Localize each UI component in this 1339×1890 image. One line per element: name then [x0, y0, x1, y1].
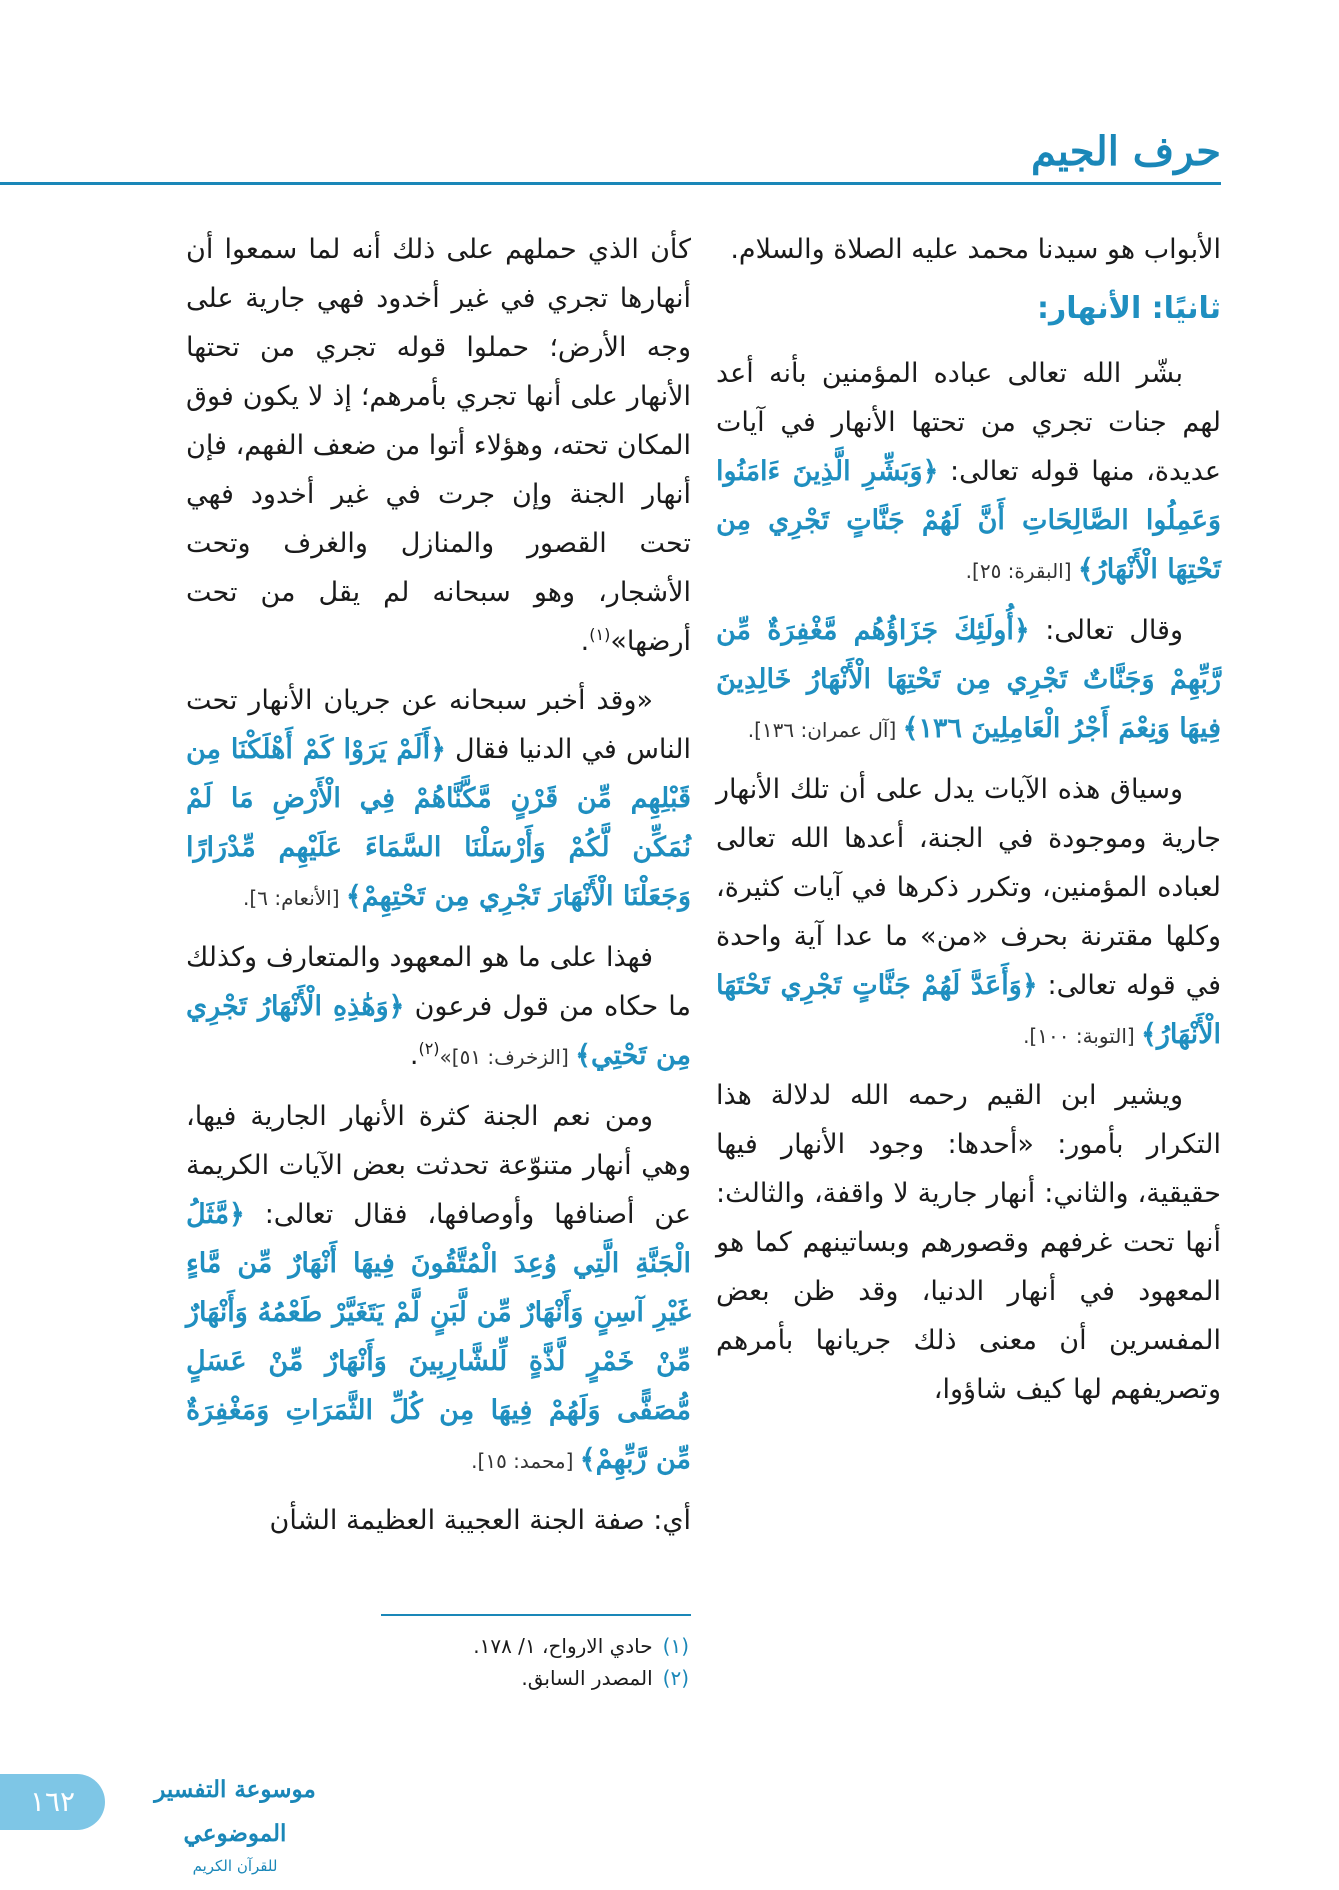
paragraph [716, 606, 1221, 755]
left-column [186, 225, 691, 1555]
paragraph-text: ومن نعم الجنة كثرة الأنهار الجارية فيها، وهي أنهار متنوّعة تحدثت بعض الآيات الكريمة عن أصنافها وأوصافها، فقال تعالى: [186, 1101, 691, 1230]
paragraph: الأبواب هو سيدنا محمد عليه الصلاة والسلام. [730, 234, 1221, 265]
page-number-badge: ١٦٢ [0, 1774, 105, 1830]
series-title: موسوعة التفسير الموضوعي [154, 1776, 316, 1847]
footnote-text: المصدر السابق. [521, 1666, 653, 1690]
paragraph: ويشير ابن القيم رحمه الله لدلالة هذا التكرار بأمور: «أحدها: وجود الأنهار فيها حقيقية، والثاني: أنهار جارية لا واقفة، والثالث: أنها تحت غرفهم وقصورهم وبساتينهم كما هو المعهود في أنهار الدنيا، وقد ظن بعض المفسرين أن معنى ذلك جريانها بأمرهم وتصريفهم لها كيف شاؤوا، [716, 1080, 1221, 1405]
footnote-text: حادي الارواح، ١/ ١٧٨. [473, 1634, 653, 1658]
footnote [184, 1630, 689, 1662]
verse-citation: [التوبة: ١٠٠]. [1023, 1024, 1142, 1048]
footnote-ref: (٢) [418, 1039, 440, 1058]
footnote-rule [381, 1614, 691, 1616]
paragraph-text: «وقد أخبر سبحانه عن جريان الأنهار تحت الناس في الدنيا فقال [186, 685, 691, 765]
section-subheading: ثانيًا: الأنهار: [1037, 291, 1221, 326]
verse-citation: [الأنعام: ٦]. [243, 886, 346, 910]
paragraph [186, 676, 691, 923]
series-subtitle: للقرآن الكريم [192, 1857, 278, 1875]
paragraph-text: فهذا على ما هو المعهود والمتعارف وكذلك ما حكاه من قول فرعون [186, 942, 691, 1022]
verse-citation: [آل عمران: ١٣٦]. [747, 718, 903, 742]
quran-verse: ﴿وَهَٰذِهِ الْأَنْهَارُ تَجْرِي مِن تَحْتِي﴾ [186, 991, 691, 1071]
right-column [716, 225, 1221, 1424]
quran-verse: ﴿وَأَعَدَّ لَهُمْ جَنَّاتٍ تَجْرِي تَحْتَهَا الْأَنْهَارُ﴾ [716, 970, 1221, 1050]
paragraph-text: وقال تعالى: [1029, 615, 1183, 646]
paragraph [186, 225, 691, 666]
verse-citation: [محمد: ١٥]. [471, 1449, 580, 1473]
footnote-number: (٢) [662, 1666, 689, 1690]
paragraph [716, 765, 1221, 1061]
paragraph: أي: صفة الجنة العجيبة العظيمة الشأن [269, 1505, 691, 1536]
paragraph-end: . [580, 626, 590, 657]
quran-verse: ﴿أُولَئِكَ جَزَاؤُهُم مَّغْفِرَةٌ مِّن رَّبِّهِمْ وَجَنَّاتٌ تَجْرِي مِن تَحْتِهَا الْأَنْهَارُ خَالِدِينَ فِيهَا وَنِعْمَ أَجْرُ الْعَامِلِينَ ١٣٦﴾ [716, 615, 1221, 744]
paragraph-text: كأن الذي حملهم على ذلك أنه لما سمعوا أن أنهارها تجري في غير أخدود فهي جارية على وجه الأرض؛ حملوا قوله تجري من تحتها الأنهار على أنها تجري بأمرهم؛ إذ لا يكون فوق المكان تحته، وهؤلاء أتوا من ضعف الفهم، فإن أنهار الجنة وإن جرت في غير أخدود فهي تحت القصور والمنازل والغرف وتحت الأشجار، وهو سبحانه لم يقل من تحت أرضها» [186, 234, 691, 657]
paragraph [716, 349, 1221, 596]
paragraph [186, 933, 691, 1082]
series-logo [120, 1768, 350, 1875]
page-header-title: حرف الجيم [1031, 128, 1221, 175]
footnotes [184, 1630, 689, 1694]
footnote-number: (١) [662, 1634, 689, 1658]
footnote-ref: (١) [589, 625, 611, 644]
header-rule [0, 182, 1221, 185]
quran-verse: ﴿أَلَمْ يَرَوْا كَمْ أَهْلَكْنَا مِن قَبْلِهِم مِّن قَرْنٍ مَّكَّنَّاهُمْ فِي الْأَرْضِ مَا لَمْ نُمَكِّن لَّكُمْ وَأَرْسَلْنَا السَّمَاءَ عَلَيْهِم مِّدْرَارًا وَجَعَلْنَا الْأَنْهَارَ تَجْرِي مِن تَحْتِهِمْ﴾ [186, 734, 691, 912]
paragraph-text: بشّر الله تعالى عباده المؤمنين بأنه أعد لهم جنات تجري من تحتها الأنهار في آيات عديدة، منها قوله تعالى: [716, 358, 1221, 487]
verse-citation: [البقرة: ٢٥]. [965, 559, 1078, 583]
quran-verse: ﴿وَبَشِّرِ الَّذِينَ ءَامَنُوا وَعَمِلُوا الصَّالِحَاتِ أَنَّ لَهُمْ جَنَّاتٍ تَجْرِي مِن تَحْتِهَا الْأَنْهَارُ﴾ [716, 456, 1221, 585]
paragraph [186, 1092, 691, 1486]
paragraph-text: وسياق هذه الآيات يدل على أن تلك الأنهار جارية وموجودة في الجنة، أعدها الله تعالى لعباده المؤمنين، وتكرر ذكرها في آيات كثيرة، وكلها مقترنة بحرف «من» ما عدا آية واحدة في قوله تعالى: [716, 774, 1221, 1001]
quran-verse: ﴿مَّثَلُ الْجَنَّةِ الَّتِي وُعِدَ الْمُتَّقُونَ فِيهَا أَنْهَارٌ مِّن مَّاءٍ غَيْرِ آسِنٍ وَأَنْهَارٌ مِّن لَّبَنٍ لَّمْ يَتَغَيَّرْ طَعْمُهُ وَأَنْهَارٌ مِّنْ خَمْرٍ لَّذَّةٍ لِّلشَّارِبِينَ وَأَنْهَارٌ مِّنْ عَسَلٍ مُّصَفًّى وَلَهُمْ فِيهَا مِن كُلِّ الثَّمَرَاتِ وَمَغْفِرَةٌ مِّن رَّبِّهِمْ﴾ [186, 1199, 691, 1475]
footnote [184, 1662, 689, 1694]
verse-citation: [الزخرف: ٥١]» [439, 1045, 576, 1069]
paragraph-end: . [409, 1040, 419, 1071]
